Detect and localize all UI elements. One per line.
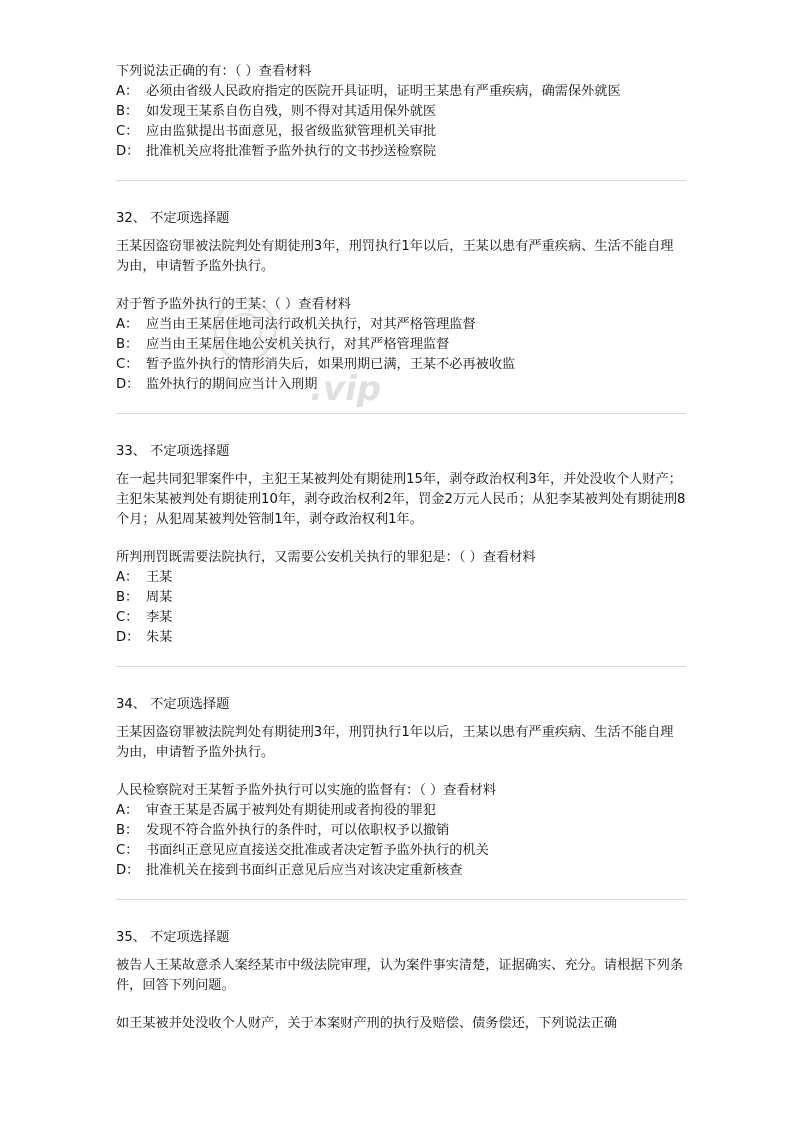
option-text: 周某 [146,590,173,605]
option-text: 必须由省级人民政府指定的医院开具证明，证明王某患有严重疾病，确需保外就医 [146,84,621,99]
option-d[interactable] [116,628,686,648]
option-text: 批准机关在接到书面纠正意见后应当对该决定重新核查 [146,863,463,878]
question-prompt: 对于暂予监外执行的王某：（ ）查看材料 [116,297,351,312]
option-text: 审查王某是否属于被判处有期徒刑或者拘役的罪犯 [146,803,437,818]
option-label: A： [116,570,139,585]
question-header [116,695,686,715]
divider [116,180,686,181]
question-stem: 在一起共同犯罪案件中，主犯王某被判处有期徒刑15年，剥夺政治权利3年，并处没收个人财产；主犯朱某被判处有期徒刑10年，剥夺政治权利2年，罚金2万元人民币；从犯李某被判处有期徒刑8个月；从犯周某被判处管制1年，剥夺政治权利1年。 [116,472,686,527]
question-type: 不定项选择题 [150,444,230,459]
question-prompt: 所判刑罚既需要法院执行，又需要公安机关执行的罪犯是：（ ）查看材料 [116,550,536,565]
option-c[interactable] [116,355,686,375]
question-header [116,209,686,229]
option-text: 暂予监外执行的情形消失后，如果刑期已满，王某不必再被收监 [146,357,516,372]
option-b[interactable] [116,821,686,841]
option-a[interactable] [116,82,686,102]
option-label: D： [116,377,140,392]
top-block [116,62,686,162]
option-label: C： [116,610,139,625]
option-label: B： [116,590,139,605]
question-prompt: 如王某被并处没收个人财产，关于本案财产刑的执行及赔偿、债务偿还，下列说法正确 [116,1016,618,1031]
option-b[interactable] [116,102,686,122]
question-number: 34、 [116,697,146,712]
option-text: 发现不符合监外执行的条件时，可以依职权予以撤销 [146,823,450,838]
question-number: 33、 [116,444,146,459]
option-text: 批准机关应将批准暂予监外执行的文书抄送检察院 [146,144,437,159]
question-number: 35、 [116,930,146,945]
option-label: D： [116,144,140,159]
divider [116,666,686,667]
option-d[interactable] [116,375,686,395]
option-label: A： [116,803,139,818]
question-header [116,442,686,462]
option-label: A： [116,84,139,99]
question-stem: 王某因盗窃罪被法院判处有期徒刑3年，刑罚执行1年以后，王某以患有严重疾病、生活不能自理为由，申请暂予监外执行。 [116,239,674,274]
divider [116,413,686,414]
option-label: B： [116,337,139,352]
option-label: D： [116,863,140,878]
option-text: 书面纠正意见应直接送交批准或者决定暂予监外执行的机关 [146,843,489,858]
option-label: C： [116,124,139,139]
question-stem: 被告人王某故意杀人案经某市中级法院审理，认为案件事实清楚，证据确实、充分。请根据下列条件，回答下列问题。 [116,958,684,993]
option-text: 监外执行的期间应当计入刑期 [146,377,318,392]
option-d[interactable] [116,142,686,162]
option-text: 王某 [146,570,173,585]
option-text: 朱某 [146,630,173,645]
option-text: 如发现王某系自伤自残，则不得对其适用保外就医 [146,104,437,119]
option-c[interactable] [116,122,686,142]
question-34 [116,695,686,881]
question-prompt: 下列说法正确的有：（ ）查看材料 [116,64,312,79]
question-32 [116,209,686,395]
option-text: 应由监狱提出书面意见，报省级监狱管理机关审批 [146,124,437,139]
question-35 [116,928,686,1034]
option-text: 应当由王某居住地司法行政机关执行，对其严格管理监督 [146,317,476,332]
option-b[interactable] [116,335,686,355]
option-label: B： [116,823,139,838]
option-a[interactable] [116,801,686,821]
question-stem: 王某因盗窃罪被法院判处有期徒刑3年，刑罚执行1年以后，王某以患有严重疾病、生活不能自理为由，申请暂予监外执行。 [116,725,674,760]
option-b[interactable] [116,588,686,608]
option-c[interactable] [116,608,686,628]
option-text: 李某 [146,610,173,625]
option-label: C： [116,357,139,372]
option-c[interactable] [116,841,686,861]
question-type: 不定项选择题 [150,930,230,945]
option-label: A： [116,317,139,332]
option-label: D： [116,630,140,645]
option-label: C： [116,843,139,858]
option-text: 应当由王某居住地公安机关执行，对其严格管理监督 [146,337,450,352]
question-type: 不定项选择题 [150,697,230,712]
option-label: B： [116,104,139,119]
divider [116,899,686,900]
question-type: 不定项选择题 [150,211,230,226]
question-header [116,928,686,948]
document-page [116,62,686,1034]
question-prompt: 人民检察院对王某暂予监外执行可以实施的监督有：（ ）查看材料 [116,783,497,798]
question-33 [116,442,686,648]
question-number: 32、 [116,211,146,226]
option-a[interactable] [116,315,686,335]
option-a[interactable] [116,568,686,588]
watermark-text: .vip [310,369,382,409]
option-d[interactable] [116,861,686,881]
